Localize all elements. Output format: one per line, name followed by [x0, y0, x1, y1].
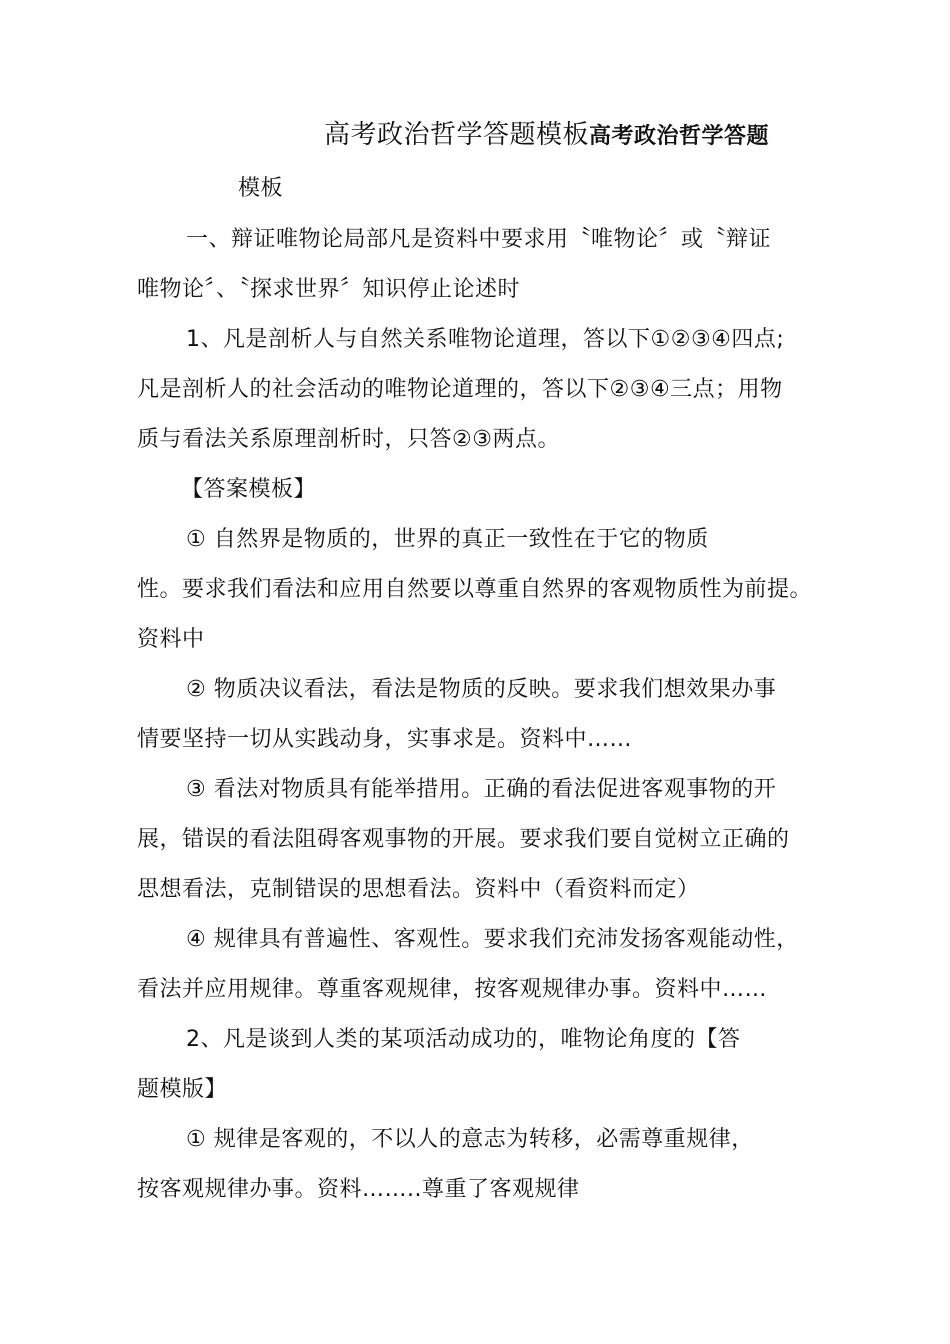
answer2-line1: ② 物质决议看法，看法是物质的反映。要求我们想效果办事: [186, 677, 777, 702]
answer1-line2: 性。要求我们看法和应用自然要以尊重自然界的客观物质性为前提。: [137, 577, 813, 602]
paragraph1-line3: 质与看法关系原理剖析时，只答②③两点。: [137, 427, 560, 452]
answer-b1-line2: 按客观规律办事。资料……..尊重了客观规律: [137, 1177, 580, 1202]
answer1-line3: 资料中: [137, 627, 205, 652]
answer3-line3: 思想看法，克制错误的思想看法。资料中（看资料而定）: [137, 877, 700, 902]
answer-b1-line1: ① 规律是客观的，不以人的意志为转移，必需尊重规律，: [186, 1127, 754, 1152]
title-sub: 高考政治哲学答题: [589, 124, 770, 149]
title-continuation: 模板: [238, 176, 284, 201]
answer-template-heading: 【答案模板】: [181, 477, 317, 502]
paragraph1-line2: 凡是剖析人的社会活动的唯物论道理的，答以下②③④三点；用物: [137, 377, 783, 402]
title-line: [324, 120, 769, 152]
paragraph1-line1: 1、凡是剖析人与自然关系唯物论道理，答以下①②③④四点;: [186, 327, 785, 352]
section1-heading-line2: 唯物论〞、〝探求世界〞知识停止论述时: [137, 277, 521, 302]
answer2-line2: 情要坚持一切从实践动身，实事求是。资料中……: [137, 727, 633, 752]
section1-heading-line1: 一、辩证唯物论局部凡是资料中要求用〝唯物论〞或〝辩证: [186, 227, 772, 252]
paragraph2-line2: 题模版】: [137, 1077, 228, 1102]
answer1-line1: ① 自然界是物质的，世界的真正一致性在于它的物质: [186, 527, 709, 552]
title-main: 高考政治哲学答题模板: [324, 120, 590, 150]
answer4-line2: 看法并应用规律。尊重客观规律，按客观规律办事。资料中……: [137, 977, 768, 1002]
answer3-line1: ③ 看法对物质具有能举措用。正确的看法促进客观事物的开: [186, 777, 777, 802]
answer3-line2: 展，错误的看法阻碍客观事物的开展。要求我们要自觉树立正确的: [137, 827, 790, 852]
answer4-line1: ④ 规律具有普遍性、客观性。要求我们充沛发扬客观能动性，: [186, 927, 799, 952]
paragraph2-line1: 2、凡是谈到人类的某项活动成功的，唯物论角度的【答: [186, 1027, 741, 1052]
